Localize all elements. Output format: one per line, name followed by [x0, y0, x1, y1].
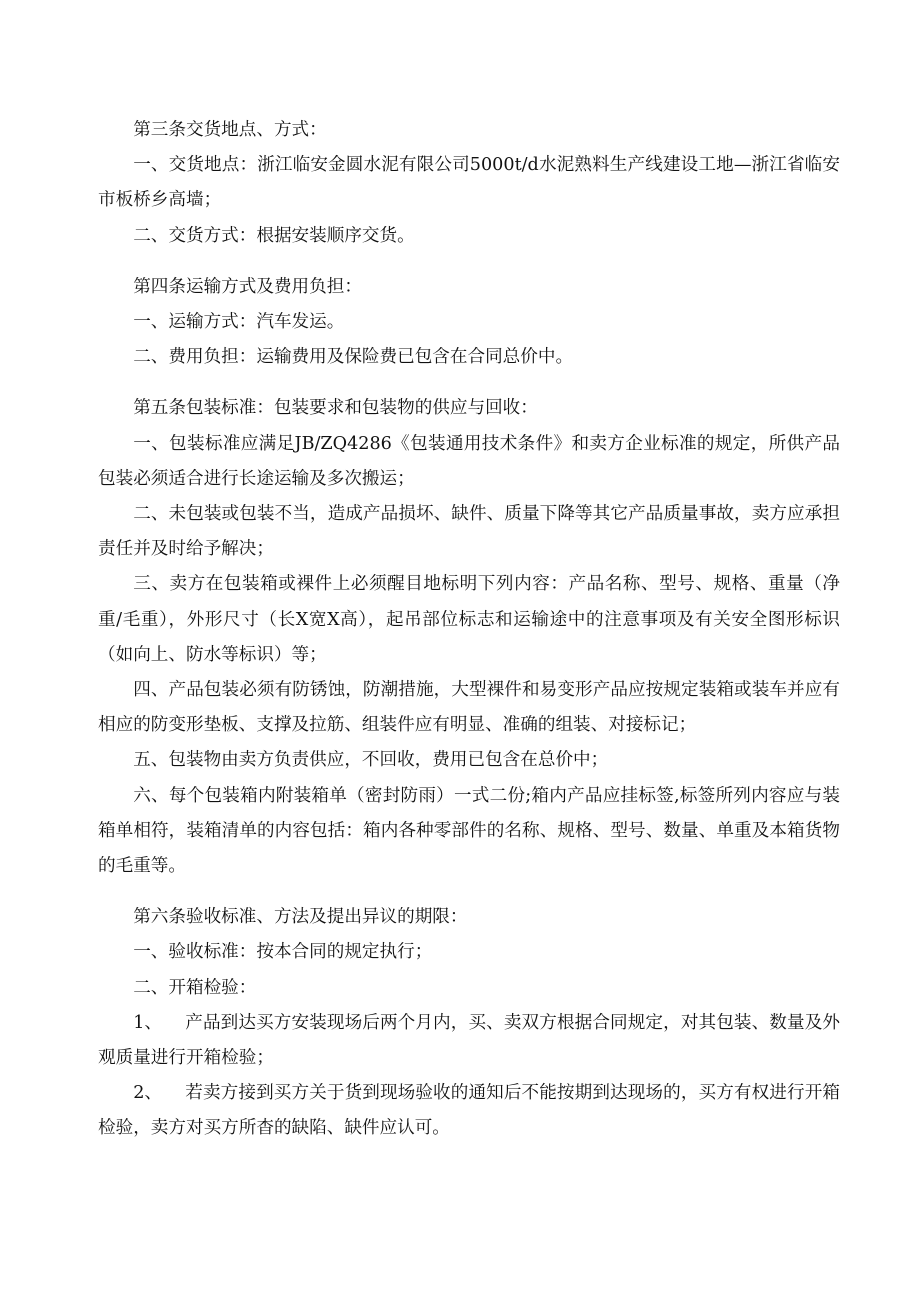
article-6-heading: 第六条验收标准、方法及提出异议的期限：: [133, 907, 468, 928]
article-5-item-6: 六、每个包装箱内附装箱单（密封防雨）一式二份;箱内产品应挂标签,标签所列内容应与装箱单相符，装箱清单的内容包括：箱内各种零部件的名称、规格、型号、数量、单重及本箱货物的毛重等。: [98, 785, 840, 877]
article-4-item-2: 二、费用负担：运输费用及保险费已包含在合同总价中。: [133, 347, 574, 368]
subitem-2-text: 若卖方接到买方关于货到现场验收的通知后不能按期到达现场的，买方有权进行开箱检验，卖方对买方所杳的缺陷、缺件应认可。: [98, 1083, 840, 1139]
article-5-item-2: 二、未包装或包装不当，造成产品损坏、缺件、质量下降等其它产品质量事故，卖方应承担责任并及时给予解决；: [98, 504, 840, 560]
article-5-item-4: 四、产品包装必须有防锈蚀，防潮措施，大型裸件和易变形产品应按规定装箱或装车并应有相应的防变形垫板、支撑及拉筋、组装件应有明显、准确的组装、对接标记；: [98, 680, 840, 736]
article-5-item-1: 一、包装标准应满足JB/ZQ4286《包装通用技术条件》和卖方企业标准的规定，所供产品包装必须适合进行长途运输及多次搬运；: [98, 433, 840, 489]
article-5-item-5: 五、包装物由卖方负责供应，不回收，费用已包含在总价中；: [133, 750, 609, 771]
subitem-1-number: 1、: [133, 1012, 162, 1033]
subitem-2-number: 2、: [133, 1083, 162, 1104]
article-3-item-1: 一、交货地点：浙江临安金圆水泥有限公司5000t/d水泥熟料生产线建设工地—浙江省临安市板桥乡高墙；: [98, 155, 840, 211]
article-6-item-1: 一、验收标准：按本合同的规定执行；: [133, 942, 433, 963]
article-6-item-2: 二、开箱检验：: [133, 977, 257, 998]
article-3-heading: 第三条交货地点、方式：: [133, 120, 327, 140]
article-5-heading: 第五条包装标准：包装要求和包装物的供应与回收：: [133, 398, 538, 419]
article-5-item-3: 三、卖方在包装箱或裸件上必须醒目地标明下列内容：产品名称、型号、规格、重量（净重/毛重），外形尺寸（长X宽X高），起吊部位标志和运输途中的注意事项及有关安全图形标识（如向上、防水等标识）等；: [98, 574, 840, 665]
article-6-subitem-1: [98, 1006, 840, 1076]
article-3-item-2: 二、交货方式：根据安装顺序交货。: [133, 225, 415, 246]
article-4-heading: 第四条运输方式及费用负担：: [133, 276, 362, 297]
document-body: [98, 113, 840, 1147]
subitem-1-text: 产品到达买方安装现场后两个月内，买、卖双方根据合同规定，对其包装、数量及外观质量进行开箱检验；: [98, 1012, 840, 1069]
article-6-subitem-2: [98, 1076, 840, 1146]
article-4-item-1: 一、运输方式：汽车发运。: [133, 312, 345, 333]
